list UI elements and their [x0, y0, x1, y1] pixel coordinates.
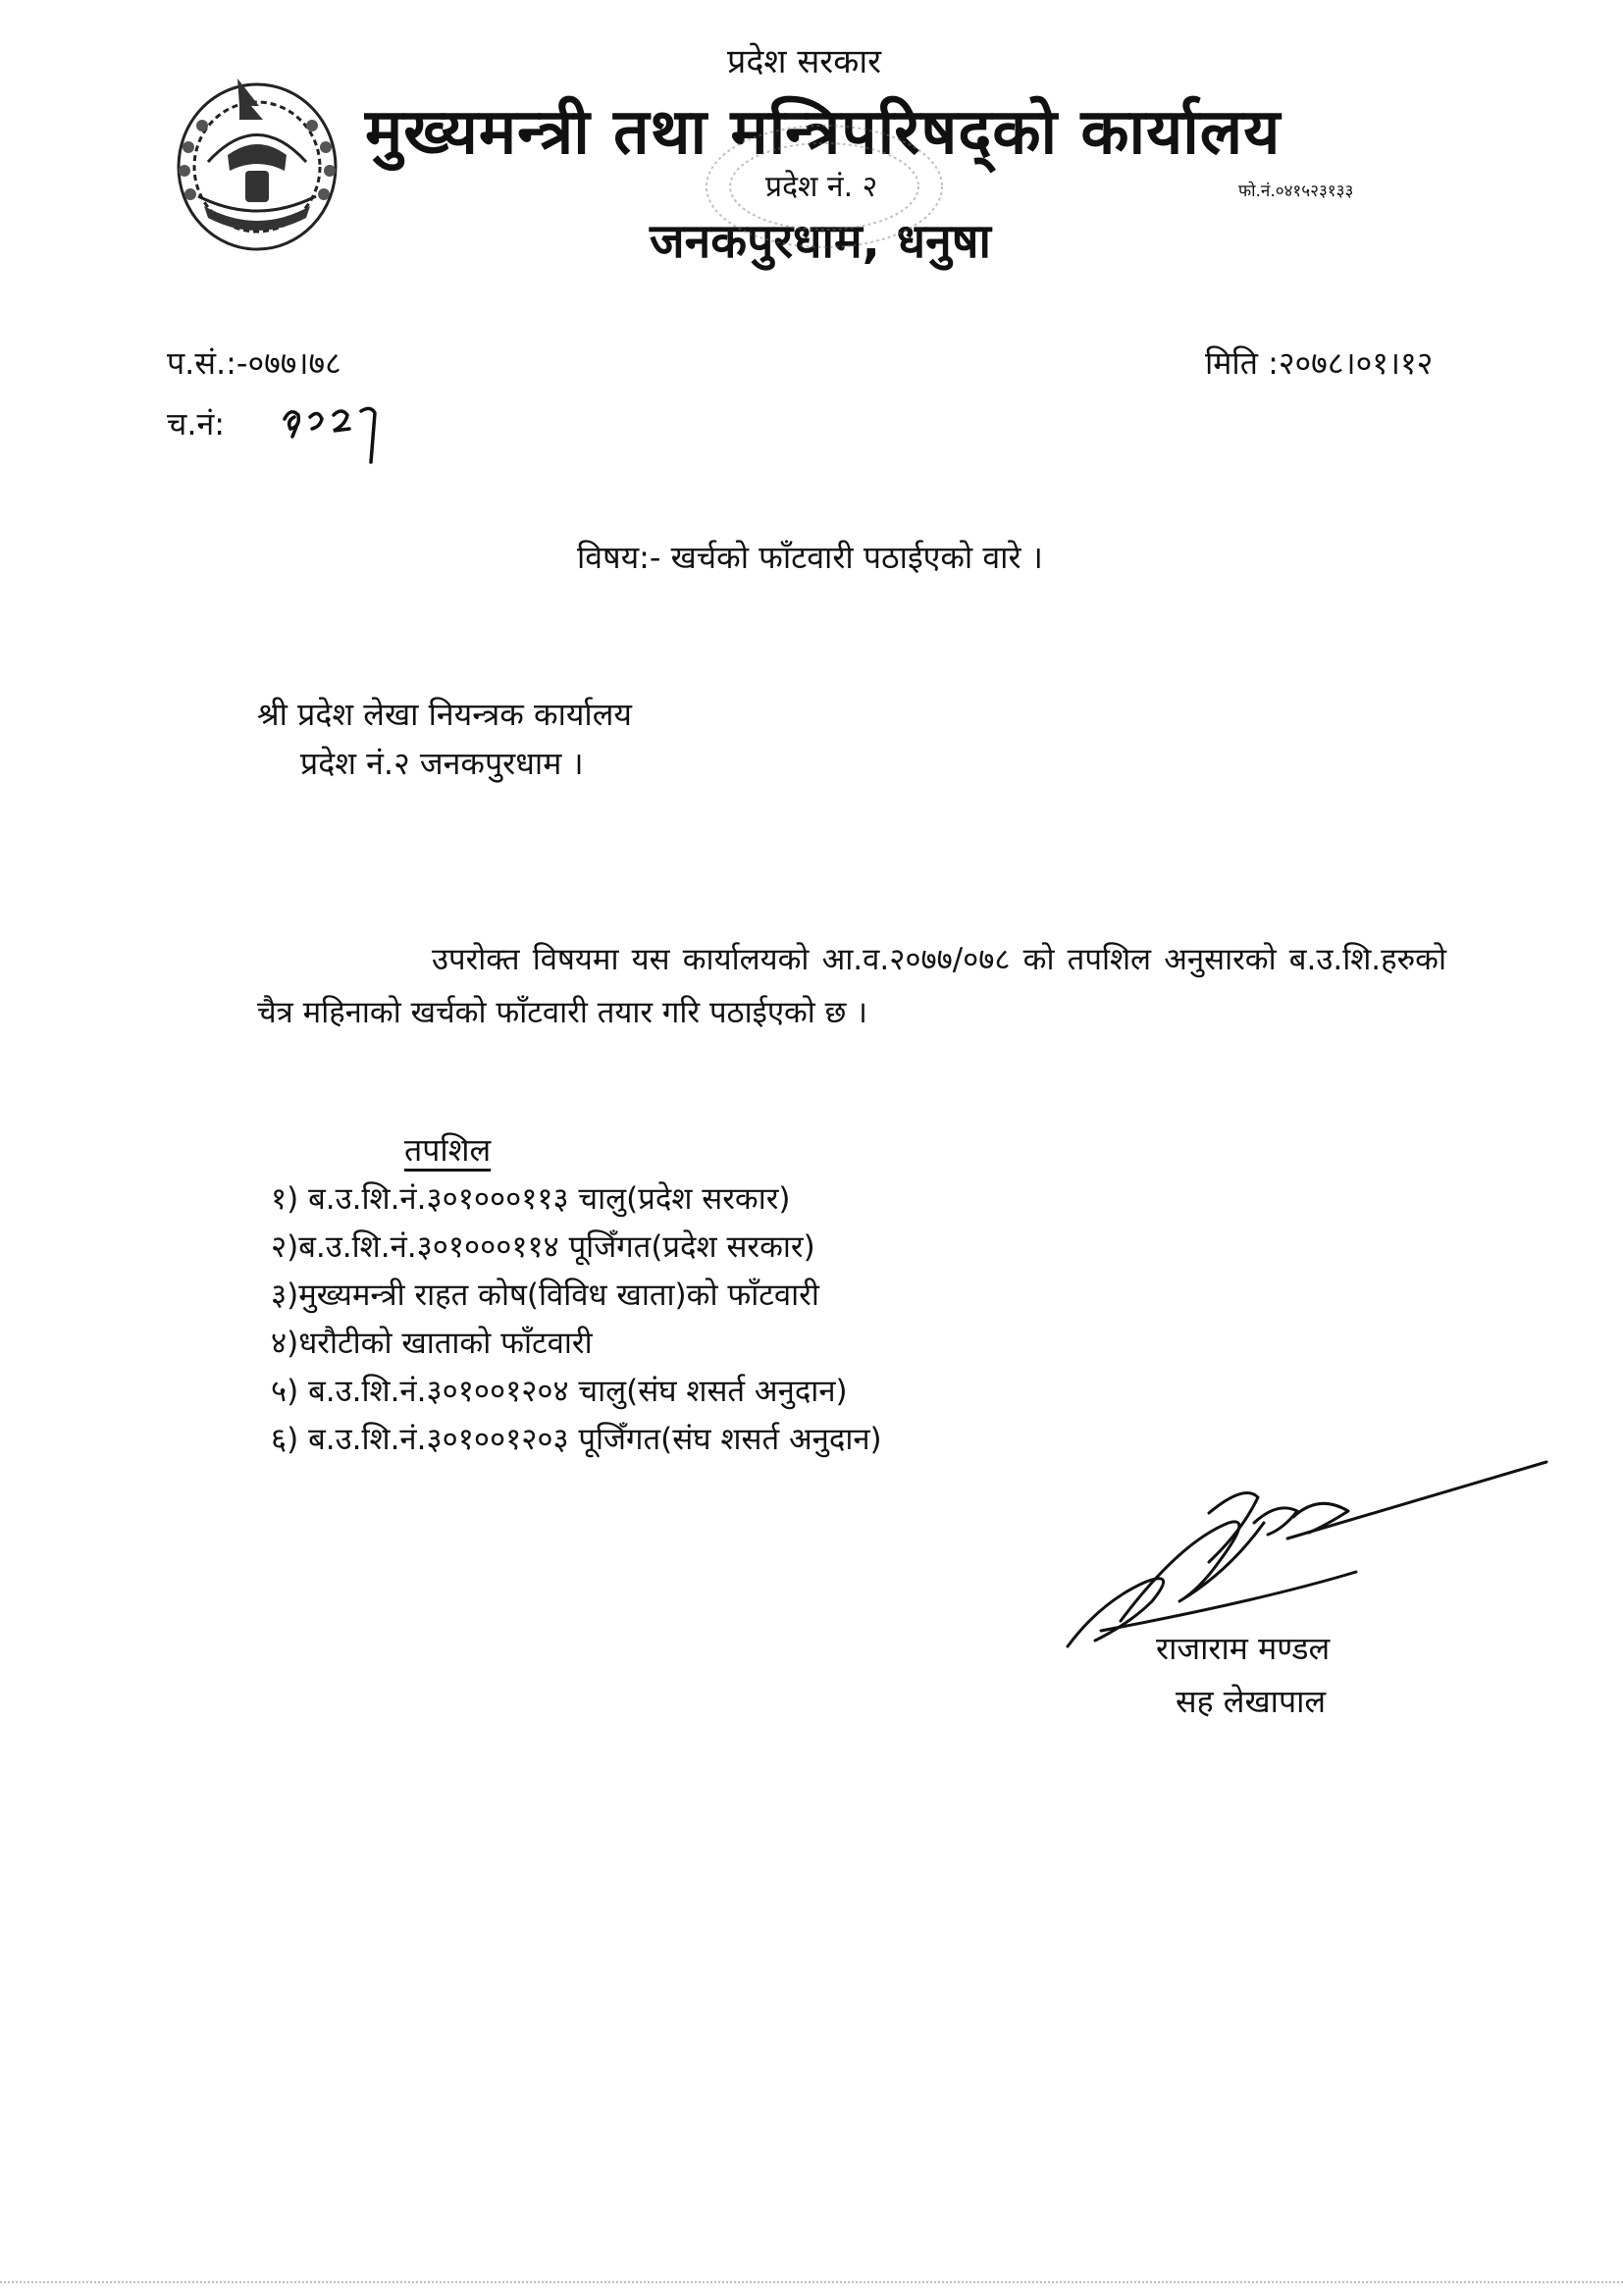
- list-item: ६) ब.उ.शि.नं.३०१००१२०३ पूजिँगत(संघ शसर्त अनुदान): [271, 1422, 882, 1457]
- signatory-name: राजाराम मण्डल: [1156, 1630, 1331, 1667]
- letter-reference-number: प.सं.:-०७७।७८: [167, 344, 341, 382]
- government-label: प्रदेश सरकार: [727, 42, 882, 81]
- province-label: प्रदेश नं. २: [765, 170, 878, 204]
- phone-number: फो.नं.०४१५२३१३३: [1238, 182, 1354, 201]
- dispatch-number-label: च.नं:: [167, 405, 226, 443]
- list-item: २)ब.उ.शि.नं.३०१०००११४ पूजिँगत(प्रदेश सरकार): [271, 1229, 815, 1265]
- scan-edge-divider: [0, 2281, 1623, 2283]
- list-item: १) ब.उ.शि.नं.३०१०००११३ चालु(प्रदेश सरकार): [271, 1181, 791, 1217]
- addressee-office: श्री प्रदेश लेखा नियन्त्रक कार्यालय: [257, 696, 632, 733]
- city-label: जनकपुरधाम, धनुषा: [650, 214, 991, 269]
- list-item: ३)मुख्यमन्त्री राहत कोष(विविध खाता)को फाँटवारी: [271, 1278, 819, 1313]
- addressee-location: प्रदेश नं.२ जनकपुरधाम ।: [300, 745, 584, 782]
- list-item: ५) ब.उ.शि.नं.३०१००१२०४ चालु(संघ शसर्त अनुदान): [271, 1374, 848, 1409]
- dispatch-number-handwritten: [277, 397, 394, 464]
- details-heading: तपशिल: [404, 1131, 492, 1169]
- nepal-emblem-icon: [169, 69, 345, 255]
- body-paragraph: उपरोक्त विषयमा यस कार्यालयको आ.व.२०७७/०७८ को तपशिल अनुसारको ब.उ.शि.हरुको चैत्र महिनाको खर्चको फाँटवारी तयार गरि पठाईएको छ ।: [257, 942, 1446, 1030]
- letter-date: मिति :२०७८।०१।१२: [1205, 344, 1434, 382]
- list-item: ४)धरौटीको खाताको फाँटवारी: [271, 1326, 593, 1361]
- signatory-title: सह लेखापाल: [1176, 1683, 1327, 1720]
- office-stamp-icon: [687, 108, 962, 265]
- subject-line: विषय:- खर्चको फाँटवारी पठाईएको वारे ।: [577, 539, 1043, 576]
- details-list: [271, 1175, 882, 1464]
- office-title: मुख्यमन्त्री तथा मन्त्रिपरिषद्को कार्यालय: [365, 96, 1282, 169]
